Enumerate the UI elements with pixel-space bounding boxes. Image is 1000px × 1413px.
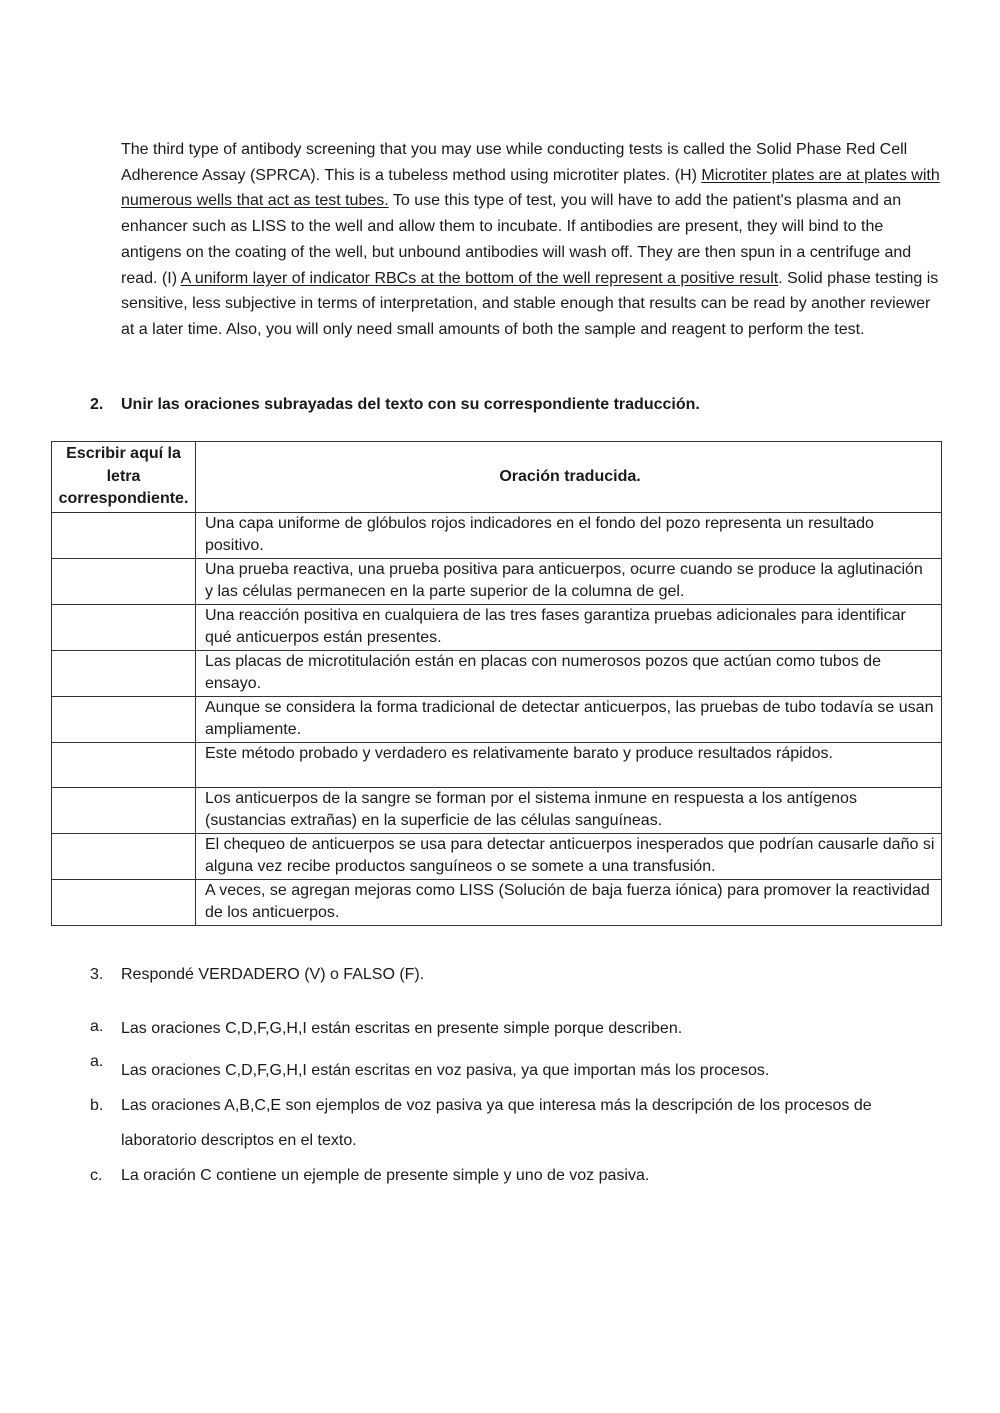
header-translation: Oración traducida. (196, 442, 942, 513)
list-item (90, 1018, 950, 1040)
item-marker: b. (90, 1097, 104, 1114)
translated-sentence: Las placas de microtitulación están en placas con numerosos pozos que actúan como tubos de ensayo. (196, 650, 942, 696)
translated-sentence: Una reacción positiva en cualquiera de las tres fases garantiza pruebas adicionales para identificar qué anticuerpos están presentes. (196, 604, 942, 650)
question-3-text: Respondé VERDADERO (V) o FALSO (F). (121, 966, 425, 983)
item-marker: c. (90, 1167, 103, 1184)
item-marker: a. (90, 1053, 104, 1070)
item-statement: La oración C contiene un ejemple de presente simple y uno de voz pasiva. (121, 1167, 650, 1184)
table-row (52, 742, 942, 787)
item-statement: Las oraciones C,D,F,G,H,I están escritas en presente simple porque describen. (121, 1020, 683, 1037)
table-row (52, 650, 942, 696)
translated-sentence: Una capa uniforme de glóbulos rojos indicadores en el fondo del pozo representa un resultado positivo. (196, 512, 942, 558)
list-item (90, 1088, 950, 1158)
item-statement: Las oraciones C,D,F,G,H,I están escritas en voz pasiva, ya que importan más los procesos. (121, 1062, 770, 1079)
translated-sentence: Aunque se considera la forma tradicional de detectar anticuerpos, las pruebas de tubo todavía se usan ampliamente. (196, 696, 942, 742)
question-3-number: 3. (90, 966, 104, 983)
translated-sentence: A veces, se agregan mejoras como LISS (Solución de baja fuerza iónica) para promover la reactividad de los anticuerpos. (196, 879, 942, 925)
header-letter: Escribir aquí la letra correspondiente. (52, 442, 196, 513)
letter-answer-cell[interactable] (52, 833, 196, 879)
underlined-sentence-h: Microtiter plates are at plates with numerous wells that act as test tubes. (121, 166, 940, 210)
letter-answer-cell[interactable] (52, 696, 196, 742)
intro-paragraph (121, 137, 943, 343)
intro-text-3: . Solid phase testing is sensitive, less subjective in terms of interpretation, and stable enough that results can be read by another reviewer at a later time. Also, you will only need small amounts of both the sample and reagent to perform the test. (121, 269, 939, 338)
true-false-list (90, 1018, 950, 1193)
question-2-heading (90, 396, 700, 414)
translated-sentence: Una prueba reactiva, una prueba positiva para anticuerpos, ocurre cuando se produce la aglutinación y las células permanecen en la parte superior de la columna de gel. (196, 558, 942, 604)
intro-text-1: The third type of antibody screening that you may use while conducting tests is called the Solid Phase Red Cell Adherence Assay (SPRCA). This is a tubeless method using microtiter plates. (H) (121, 141, 908, 184)
intro-text-2: To use this type of test, you will have to add the patient's plasma and an enhancer such as LISS to the well and allow them to incubate. If antibodies are present, they will bind to the antigens on the coating of the well, but unbound antibodies will wash off. They are then spun in a centrifuge and read. (I) (121, 192, 912, 287)
table-row (52, 512, 942, 558)
letter-answer-cell[interactable] (52, 650, 196, 696)
table-header-row (52, 442, 942, 513)
letter-answer-cell[interactable] (52, 604, 196, 650)
question-2-number: 2. (90, 396, 104, 413)
letter-answer-cell[interactable] (52, 512, 196, 558)
item-statement: Las oraciones A,B,C,E son ejemplos de voz pasiva ya que interesa más la descripción de los procesos de laboratorio descriptos en el texto. (121, 1097, 872, 1149)
list-item (90, 1053, 950, 1088)
table-row (52, 558, 942, 604)
letter-answer-cell[interactable] (52, 879, 196, 925)
question-2-text: Unir las oraciones subrayadas del texto con su correspondiente traducción. (121, 396, 700, 413)
translated-sentence: Este método probado y verdadero es relativamente barato y produce resultados rápidos. (196, 742, 942, 787)
letter-answer-cell[interactable] (52, 558, 196, 604)
item-marker: a. (90, 1018, 104, 1035)
translated-sentence: Los anticuerpos de la sangre se forman por el sistema inmune en respuesta a los antígenos (sustancias extrañas) en la superficie de las células sanguíneas. (196, 787, 942, 833)
matching-table (51, 441, 942, 926)
table-row (52, 604, 942, 650)
table-row (52, 879, 942, 925)
list-item (90, 1158, 950, 1193)
table-row (52, 696, 942, 742)
letter-answer-cell[interactable] (52, 742, 196, 787)
underlined-sentence-i: A uniform layer of indicator RBCs at the bottom of the well represent a positive result (180, 269, 779, 287)
translated-sentence: El chequeo de anticuerpos se usa para detectar anticuerpos inesperados que podrían causarle daño si alguna vez recibe productos sanguíneos o se somete a una transfusión. (196, 833, 942, 879)
table-row (52, 833, 942, 879)
question-3-heading (90, 966, 424, 984)
letter-answer-cell[interactable] (52, 787, 196, 833)
table-row (52, 787, 942, 833)
